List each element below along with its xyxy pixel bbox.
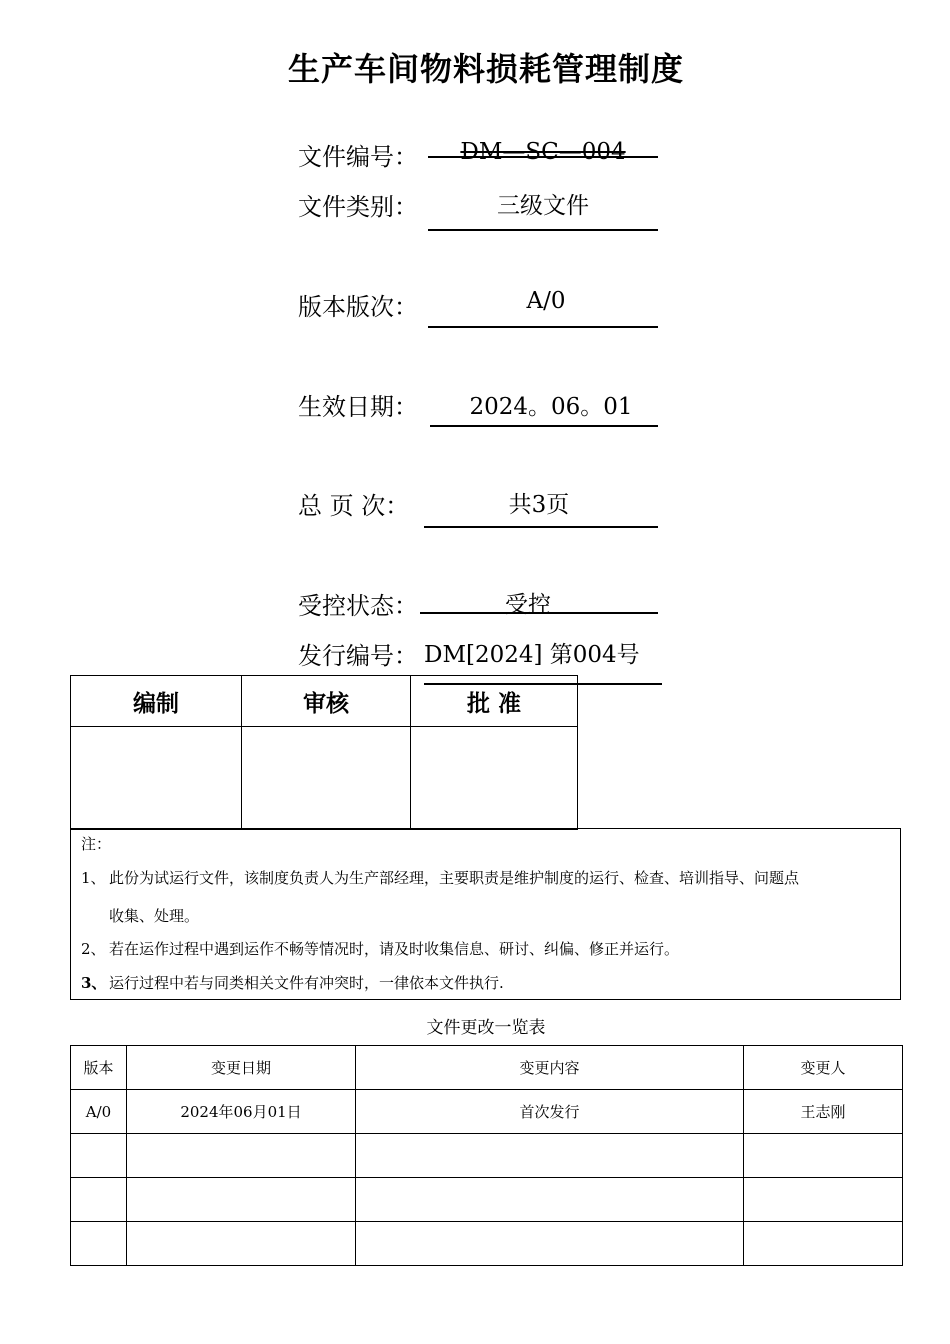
- note-number: 2、: [81, 940, 106, 958]
- approval-cell-approved[interactable]: [411, 727, 578, 830]
- field-value-doc-category: 三级文件: [497, 193, 589, 219]
- cell-change-content[interactable]: [356, 1178, 744, 1222]
- field-label-version: 版本版次：: [298, 293, 418, 321]
- field-value-version: A/0: [526, 288, 566, 314]
- document-title: 生产车间物料损耗管理制度: [287, 50, 684, 88]
- note-number: 3、: [81, 974, 107, 992]
- field-value-issue-number: DM[2024] 第004号: [424, 642, 640, 668]
- cell-version[interactable]: [71, 1178, 127, 1222]
- header-version: 版本: [71, 1046, 127, 1090]
- field-underline: [428, 156, 658, 158]
- table-row: [71, 1090, 903, 1134]
- header-changed-by: 变更人: [744, 1046, 903, 1090]
- note-text: 此份为试运行文件，该制度负责人为生产部经理，主要职责是维护制度的运行、检查、培训指导、问题点: [109, 869, 800, 887]
- cell-change-date[interactable]: [127, 1178, 356, 1222]
- field-label-total-pages: 总 页 次：: [298, 492, 410, 520]
- approval-cell-reviewed[interactable]: [242, 727, 411, 830]
- cell-changed-by[interactable]: [744, 1178, 903, 1222]
- cell-change-date[interactable]: [127, 1222, 356, 1266]
- cell-changed-by[interactable]: [744, 1134, 903, 1178]
- field-value-effective-date: 2024。06。01: [469, 394, 633, 420]
- field-label-doc-number: 文件编号：: [298, 143, 418, 171]
- approval-header-prepared: 编制: [71, 676, 242, 727]
- cell-version: A/0: [71, 1090, 127, 1134]
- cell-changed-by: 王志刚: [744, 1090, 903, 1134]
- note-text: 若在运作过程中遇到运作不畅等情况时，请及时收集信息、研讨、纠偏、修正并运行。: [109, 940, 680, 958]
- cell-change-content[interactable]: [356, 1134, 744, 1178]
- cell-version[interactable]: [71, 1222, 127, 1266]
- table-row: [71, 1222, 903, 1266]
- note-text-continuation: 收集、处理。: [109, 907, 200, 925]
- table-row: [71, 1178, 903, 1222]
- approval-header-approved: 批 准: [411, 676, 578, 727]
- cell-changed-by[interactable]: [744, 1222, 903, 1266]
- approval-cell-prepared[interactable]: [71, 727, 242, 830]
- note-text: 运行过程中若与同类相关文件有冲突时，一律依本文件执行.: [109, 974, 504, 992]
- field-label-effective-date: 生效日期：: [298, 393, 418, 421]
- approval-header-reviewed: 审核: [242, 676, 411, 727]
- notes-heading: 注：: [81, 835, 112, 853]
- field-underline: [430, 425, 658, 427]
- cell-change-content[interactable]: [356, 1222, 744, 1266]
- field-label-doc-category: 文件类别：: [298, 193, 418, 221]
- note-number: 1、: [81, 869, 106, 887]
- field-label-control-status: 受控状态：: [298, 592, 418, 620]
- field-value-control-status: 受控: [505, 592, 551, 618]
- cell-version[interactable]: [71, 1134, 127, 1178]
- change-log-table: [70, 1045, 903, 1266]
- table-header-row: [71, 1046, 903, 1090]
- field-label-issue-number: 发行编号：: [298, 642, 418, 670]
- field-value-total-pages: 共3页: [508, 492, 570, 518]
- cell-change-date: 2024年06月01日: [127, 1090, 356, 1134]
- cell-change-date[interactable]: [127, 1134, 356, 1178]
- header-change-content: 变更内容: [356, 1046, 744, 1090]
- change-log-title: 文件更改一览表: [426, 1018, 546, 1038]
- field-underline: [424, 526, 658, 528]
- table-row: [71, 1134, 903, 1178]
- field-underline: [428, 326, 658, 328]
- header-change-date: 变更日期: [127, 1046, 356, 1090]
- field-underline: [428, 229, 658, 231]
- approval-table: [70, 675, 578, 830]
- notes-box: [70, 828, 901, 1000]
- cell-change-content: 首次发行: [356, 1090, 744, 1134]
- field-underline: [420, 612, 658, 614]
- field-value-doc-number: DM—SC—004: [460, 139, 626, 165]
